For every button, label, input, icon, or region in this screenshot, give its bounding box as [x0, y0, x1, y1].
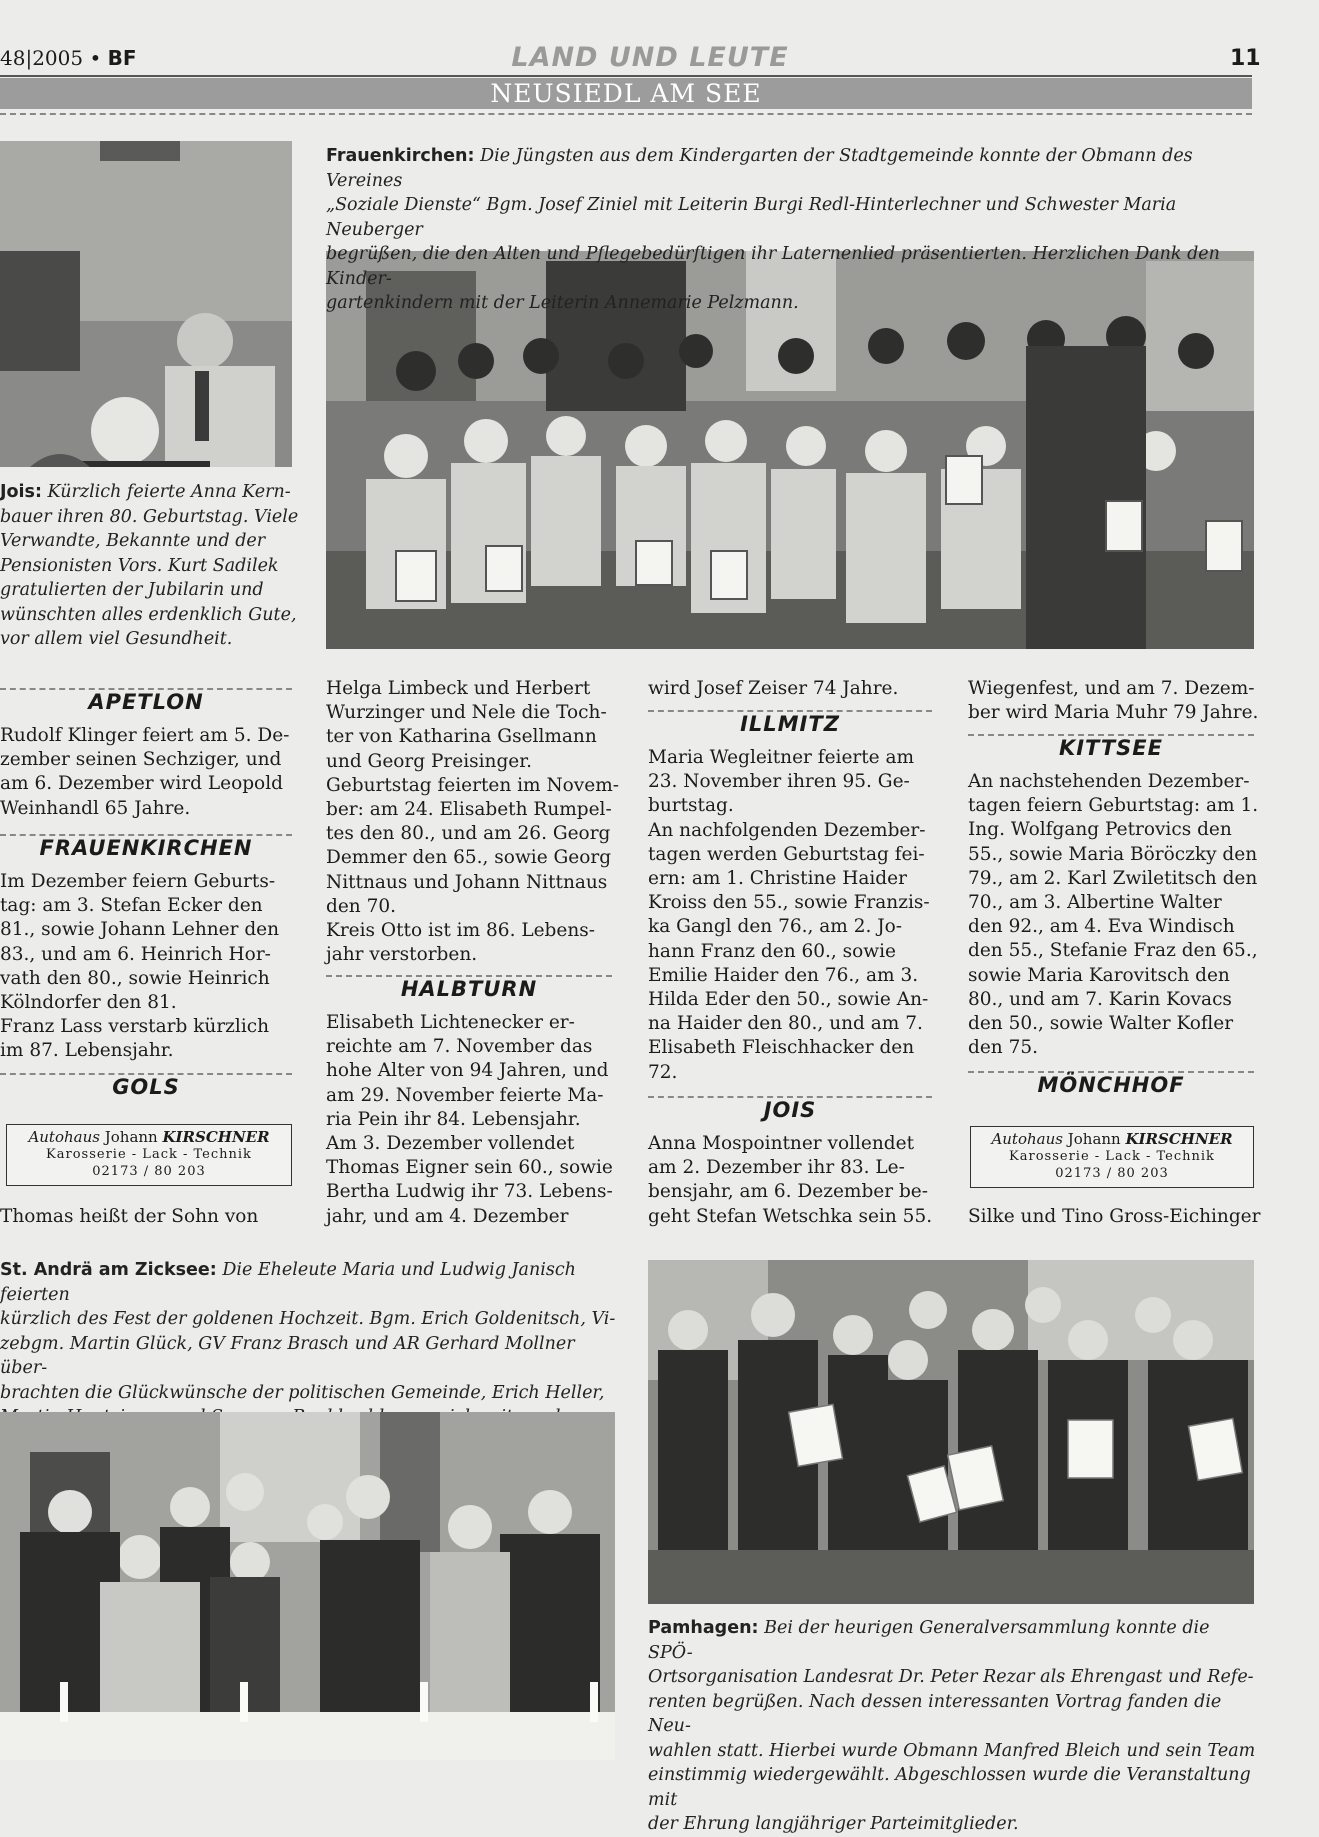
caption-lead: Frauenkirchen: [326, 146, 475, 166]
text-line: ber: am 24. Elisabeth Rumpel- [326, 799, 612, 821]
caption-line: Bei der heurigen Generalversammlung konnte die SPÖ- [648, 1618, 1210, 1663]
text-jois [648, 1132, 932, 1229]
text-halbturn [326, 1011, 613, 1229]
page-number: 11 [1230, 46, 1261, 71]
text-line: tagen werden Geburtstag fei- [648, 843, 925, 865]
caption-line: wünschten alles erdenklich Gute, [0, 604, 297, 625]
heading-jois: JOIS [763, 1098, 817, 1122]
text-line: vath den 80., sowie Heinrich [0, 967, 270, 989]
text-line: zember seinen Sechziger, und [0, 749, 282, 771]
text-line: Demmer den 65., sowie Georg [326, 847, 612, 869]
photo-pamhagen-assembly [648, 1260, 1254, 1604]
section-title: LAND UND LEUTE [511, 42, 789, 73]
text-line: den 75. [968, 1037, 1039, 1059]
text-line: burtstag. [648, 795, 734, 817]
text-line: geht Stefan Wetschka sein 55. [648, 1205, 933, 1227]
text-line: am 6. Dezember wird Leopold [0, 773, 283, 795]
text-frauenkirchen [0, 870, 279, 1064]
text-line: hohe Alter von 94 Jahren, und [326, 1060, 609, 1082]
caption-line: Die Eheleute Maria und Ludwig Janisch feierten [0, 1260, 576, 1305]
text-line: und Georg Preisinger. [326, 750, 532, 772]
ad-phone: 02173 / 80 203 [92, 1164, 206, 1179]
text-line: hann Franz den 60., sowie [648, 940, 897, 962]
heading-halbturn: HALBTURN [400, 977, 538, 1001]
heading-moenchhof: MÖNCHHOF [1037, 1073, 1185, 1097]
caption-line: renten begrüßen. Nach dessen interessanten Vortrag fanden die Neu- [648, 1691, 1222, 1736]
text-line: An nachfolgenden Dezember- [648, 819, 926, 841]
text-apetlon [0, 724, 289, 821]
ad-kirschner-moenchhof [970, 1126, 1254, 1188]
issue-label [0, 46, 137, 70]
ad-name: KIRSCHNER [162, 1128, 270, 1146]
text-line: Rudolf Klinger feiert am 5. De- [0, 725, 290, 746]
header-rule [0, 75, 1252, 77]
paper-name: BF [107, 46, 137, 70]
text-line: Kroiss den 55., sowie Franzis- [648, 892, 930, 914]
caption-pamhagen [648, 1616, 1256, 1837]
text-line: sowie Maria Karovitsch den [968, 964, 1230, 986]
text-line: Elisabeth Lichtenecker er- [326, 1012, 575, 1033]
caption-frauenkirchen [326, 144, 1256, 316]
text-line: Elisabeth Fleischhacker den [648, 1037, 915, 1059]
text-line: Bertha Ludwig ihr 73. Lebens- [326, 1181, 613, 1203]
text-line: Franz Lass verstarb kürzlich [0, 1016, 270, 1038]
text-line: 80., und am 7. Karin Kovacs [968, 988, 1232, 1010]
caption-line: kürzlich des Fest der goldenen Hochzeit. Bgm. Erich Goldenitsch, Vi- [0, 1309, 616, 1329]
caption-line: vor allem viel Gesundheit. [0, 629, 233, 649]
text-line: tag: am 3. Stefan Ecker den [0, 895, 263, 917]
text-line: jahr, und am 4. Dezember [326, 1205, 569, 1227]
text-line: 23. November ihren 95. Ge- [648, 771, 910, 793]
caption-line: gartenkindern mit der Leiterin Annemarie Pelzmann. [326, 293, 799, 313]
caption-lead: Pamhagen: [648, 1618, 759, 1638]
ad-kirschner-gols [6, 1124, 292, 1186]
caption-line: brachten die Glückwünsche der politischen Gemeinde, Erich Heller, [0, 1382, 605, 1403]
text-line: 79., am 2. Karl Zwiletitsch den [968, 867, 1258, 889]
caption-line: „Soziale Dienste“ Bgm. Josef Ziniel mit Leiterin Burgi Redl-Hinterlechner und Schwester Maria Neuberger [326, 195, 1177, 240]
text-line: Weinhandl 65 Jahre. [0, 797, 191, 819]
text-line: den 70. [326, 895, 397, 917]
caption-line: zebgm. Martin Glück, GV Franz Brasch und AR Gerhard Mollner über- [0, 1333, 575, 1378]
heading-illmitz: ILLMITZ [740, 712, 840, 736]
ad-services: Karosserie - Lack - Technik [46, 1147, 252, 1162]
text-line: Thomas Eigner sein 60., sowie [326, 1157, 613, 1179]
text-moenchhof: Silke und Tino Gross-Eichinger [968, 1206, 1261, 1227]
text-illmitz [648, 746, 930, 1085]
text-line: am 2. Dezember ihr 83. Le- [648, 1157, 905, 1179]
heading-kittsee: KITTSEE [1058, 736, 1164, 760]
text-line: ber wird Maria Muhr 79 Jahre. [968, 702, 1259, 724]
caption-line: bauer ihren 80. Geburtstag. Viele [0, 506, 299, 527]
text-line: Emilie Haider den 76., am 3. [648, 964, 919, 986]
caption-line: wahlen statt. Hierbei wurde Obmann Manfred Bleich und sein Team [648, 1740, 1256, 1761]
text-line: ern: am 1. Christine Haider [648, 868, 907, 890]
ad-services: Karosserie - Lack - Technik [1009, 1149, 1215, 1164]
text-line: ka Gangl den 76., am 2. Jo- [648, 916, 903, 938]
ad-owner: Johann [1067, 1130, 1121, 1148]
text-line: Helga Limbeck und Herbert [326, 678, 591, 699]
ad-brand: Autohaus [28, 1128, 100, 1146]
heading-apetlon: APETLON [88, 690, 204, 714]
photo-st-andrae-golden-wedding [0, 1412, 615, 1760]
text-gols: Thomas heißt der Sohn von [0, 1206, 259, 1227]
text-line: Wiegenfest, und am 7. Dezem- [968, 678, 1255, 699]
text-line: An nachstehenden Dezember- [968, 771, 1250, 792]
caption-lead: Jois: [0, 482, 42, 502]
text-line: 70., am 3. Albertine Walter [968, 892, 1222, 914]
text-line: reichte am 7. November das [326, 1036, 593, 1058]
issue-number: 48|2005 [0, 46, 84, 70]
ad-brand: Autohaus [991, 1130, 1063, 1148]
text-line: den 50., sowie Walter Kofler [968, 1013, 1234, 1035]
text-line: Am 3. Dezember vollendet [326, 1133, 575, 1155]
caption-lead: St. Andrä am Zicksee: [0, 1260, 217, 1280]
text-gols-continued [326, 677, 619, 967]
text-line: den 55., Stefanie Fraz den 65., [968, 940, 1258, 962]
caption-line: Kürzlich feierte Anna Kern- [47, 482, 291, 502]
text-line: na Haider den 80., und am 7. [648, 1013, 923, 1035]
text-line: Ing. Wolfgang Petrovics den [968, 819, 1232, 841]
text-line: im 87. Lebensjahr. [0, 1040, 174, 1062]
heading-gols: GOLS [112, 1075, 180, 1099]
text-line: Im Dezember feiern Geburts- [0, 871, 276, 892]
text-line: tes den 80., und am 26. Georg [326, 823, 611, 845]
heading-frauenkirchen: FRAUENKIRCHEN [39, 836, 253, 860]
photo-jois-couple [0, 141, 292, 467]
ad-phone: 02173 / 80 203 [1055, 1166, 1169, 1181]
text-line: Nittnaus und Johann Nittnaus [326, 871, 608, 893]
text-line: ter von Katharina Gsellmann [326, 726, 597, 748]
header-dashed-rule [0, 113, 1252, 115]
caption-line: begrüßen, die den Alten und Pflegebedürftigen ihr Laternenlied präsentierten. Herzlichen Dank den Kinder- [326, 244, 1220, 289]
text-jois-continued [968, 677, 1258, 725]
text-line: 72. [648, 1061, 678, 1083]
text-kittsee [968, 770, 1258, 1060]
text-line: ria Pein ihr 84. Lebensjahr. [326, 1108, 581, 1130]
text-line: Maria Wegleitner feierte am [648, 747, 915, 768]
caption-jois [0, 480, 300, 652]
text-line: Kölndorfer den 81. [0, 992, 177, 1014]
caption-line: gratulierten der Jubilarin und [0, 580, 264, 600]
text-line: jahr verstorben. [326, 944, 478, 966]
text-line: bensjahr, am 6. Dezember be- [648, 1181, 929, 1203]
bullet: • [89, 46, 102, 70]
ad-name: KIRSCHNER [1125, 1130, 1233, 1148]
text-line: Geburtstag feierten im Novem- [326, 774, 619, 796]
text-line: Hilda Eder den 50., sowie An- [648, 989, 929, 1011]
caption-line: Die Jüngsten aus dem Kindergarten der Stadtgemeinde konnte der Obmann des Vereines [326, 146, 1193, 191]
text-line: am 29. November feierte Ma- [326, 1084, 604, 1106]
text-line: Kreis Otto ist im 86. Lebens- [326, 920, 596, 942]
text-line: tagen feiern Geburtstag: am 1. [968, 795, 1259, 817]
text-line: Wurzinger und Nele die Toch- [326, 702, 607, 724]
text-line: 81., sowie Johann Lehner den [0, 919, 280, 941]
text-line: 83., und am 6. Heinrich Hor- [0, 943, 271, 965]
caption-line: einstimmig wiedergewählt. Abgeschlossen wurde die Veranstaltung mit [648, 1765, 1251, 1810]
text-line: 55., sowie Maria Böröczky den [968, 843, 1258, 865]
caption-line: Pensionisten Vors. Kurt Sadilek [0, 555, 279, 576]
text-line: Anna Mospointner vollendet [648, 1133, 915, 1154]
text-halbturn-continued: wird Josef Zeiser 74 Jahre. [648, 678, 899, 699]
text-line: den 92., am 4. Eva Windisch [968, 916, 1235, 938]
caption-line: Ortsorganisation Landesrat Dr. Peter Rezar als Ehrengast und Refe- [648, 1667, 1254, 1687]
region-title: NEUSIEDL AM SEE [490, 79, 762, 108]
caption-line: Verwandte, Bekannte und der [0, 531, 266, 551]
ad-owner: Johann [104, 1128, 158, 1146]
caption-line: der Ehrung langjähriger Parteimitglieder. [648, 1814, 1019, 1834]
